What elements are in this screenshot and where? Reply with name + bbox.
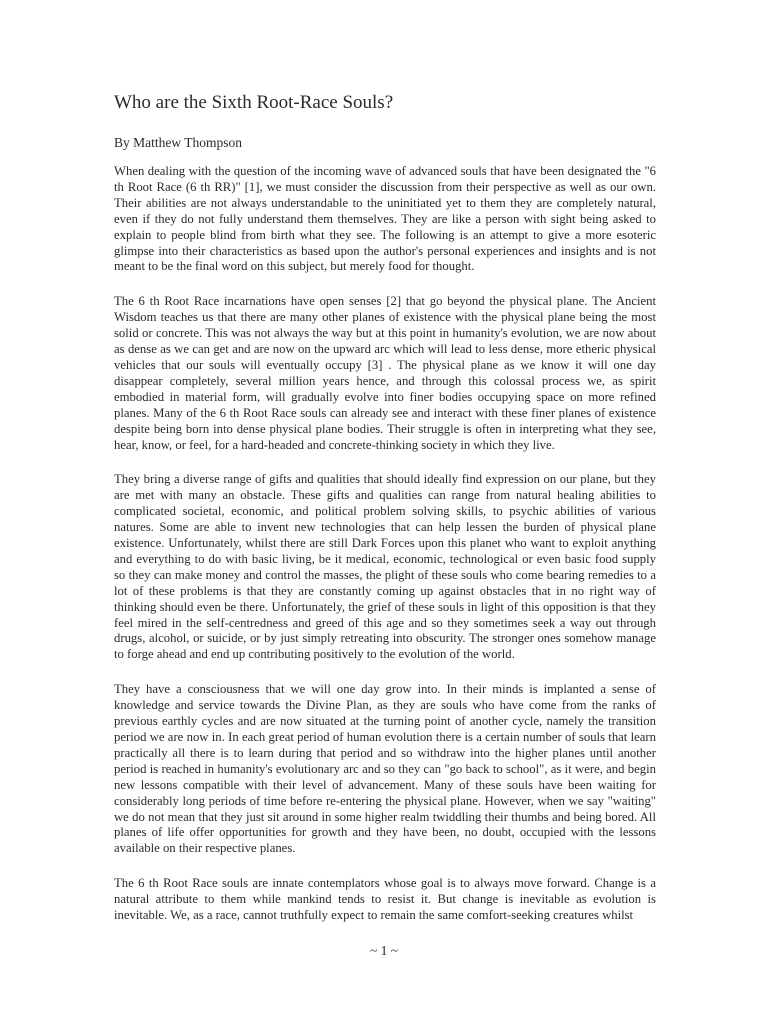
paragraph-4: They have a consciousness that we will one day grow into. In their minds is implanted a sense of knowledge and service towards the Divine Plan, as they are souls who have come from the ranks of previous earthly cycles and are now situated at the turning point of another cycle, namely the transition period we are now in. In each great period of human evolution there is a certain number of souls that learn practically all there is to learn during that period and so withdraw into the higher planes until another period is reached in humanity's evolutionary arc and so they can "go back to school", as it were, and begin new lessons compatible with their level of advancement. Many of these souls have been waiting for considerably long periods of time before re-entering the physical plane. However, when we say "waiting" we do not mean that they just sit around in some higher realm twiddling their thumbs and being bored. All planes of life offer opportunities for growth and they have been, no doubt, occupied with the lessons available on their respective planes. xyxy=(114,682,656,856)
article-title: Who are the Sixth Root-Race Souls? xyxy=(114,92,394,113)
author-byline: By Matthew Thompson xyxy=(114,135,242,150)
page-number: ~ 1 ~ xyxy=(369,943,399,958)
paragraph-5: The 6 th Root Race souls are innate contemplators whose goal is to always move forward. Change is a natural attribute to them while mankind tends to resist it. But change is inevitable as evolution is inevitable. We, as a race, cannot truthfully expect to remain the same comfort-seeking creatures whilst xyxy=(114,876,656,923)
article-body xyxy=(114,164,656,943)
paragraph-1: When dealing with the question of the incoming wave of advanced souls that have been designated the "6 th Root Race (6 th RR)" [1], we must consider the discussion from their perspective as well as our own. Their abilities are not always understandable to the uninitiated yet to them they are completely natural, even if they do not fully understand them themselves. They are like a person with sight being asked to explain to people blind from birth what they see. The following is an attempt to give a more esoteric glimpse into their characteristics as based upon the author's personal experiences and insights and is not meant to be the final word on this subject, but merely food for thought. xyxy=(114,164,656,274)
paragraph-3: They bring a diverse range of gifts and qualities that should ideally find expression on our plane, but they are met with many an obstacle. These gifts and qualities can range from natural healing abilities to complicated societal, economic, and political problem solving skills, to psychic abilities of various natures. Some are able to invent new technologies that can help lessen the burden of physical plane existence. Unfortunately, whilst there are still Dark Forces upon this planet who want to exploit anything and everything to do with basic living, be it medical, economic, technological or even basic food supply so they can make money and control the masses, the plight of these souls who come bearing remedies to a lot of these problems is that they are constantly coming up against obstacles that in no right way of thinking should even be there. Unfortunately, the grief of these souls in light of this opposition is that they feel mired in the self-centredness and greed of this age and so they sometimes seek a way out through drugs, alcohol, or suicide, or by just simply retreating into obscurity. The stronger ones somehow manage to forge ahead and end up contributing positively to the evolution of the world. xyxy=(114,472,656,662)
paragraph-2: The 6 th Root Race incarnations have open senses [2] that go beyond the physical plane. The Ancient Wisdom teaches us that there are many other planes of existence with the physical plane being the most solid or concrete. This was not always the way but at this point in humanity's evolution, we are now about as dense as we can get and are now on the upward arc which will lead to less dense, more etheric physical vehicles that our souls will eventually occupy [3] . The physical plane as we know it will one day disappear completely, several million years hence, and through this colossal process we, as spirit embodied in material form, will gradually evolve into finer bodies occupying space on more refined planes. Many of the 6 th Root Race souls can already see and interact with these finer planes of existence despite being born into dense physical plane bodies. Their struggle is often in interpreting what they see, hear, know, or feel, for a hard-headed and concrete-thinking society in which they live. xyxy=(114,294,656,452)
